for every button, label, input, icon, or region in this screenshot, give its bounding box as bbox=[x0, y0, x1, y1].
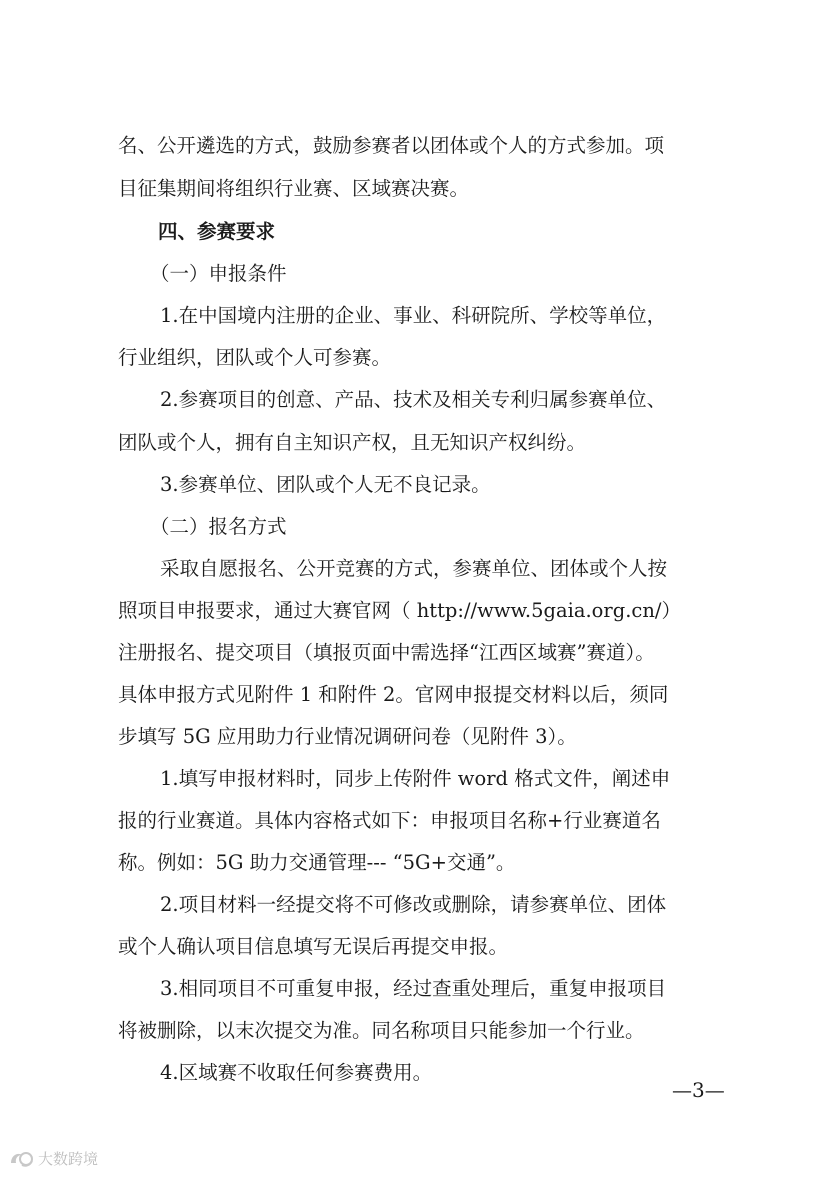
line-text: 称。例如：5G 助力交通管理--- “5G+交通”。 bbox=[118, 851, 516, 874]
line-text: 报的行业赛道。具体内容格式如下：申报项目名称+行业赛道名 bbox=[118, 809, 661, 832]
line-text: 具体申报方式见附件 1 和附件 2。官网申报提交材料以后，须同 bbox=[118, 683, 669, 706]
heading-text: 四、参赛要求 bbox=[158, 220, 276, 243]
line-text: 1.在中国境内注册的企业、事业、科研院所、学校等单位， bbox=[160, 304, 667, 327]
line-text: 照项目申报要求，通过大赛官网（ http://www.5gaia.org.cn/） bbox=[118, 599, 681, 622]
line-text: 采取自愿报名、公开竞赛的方式，参赛单位、团体或个人按 bbox=[160, 557, 668, 580]
line-text: 3.相同项目不可重复申报，经过查重处理后，重复申报项目 bbox=[160, 977, 667, 1000]
line-text: 注册报名、提交项目（填报页面中需选择“江西区域赛”赛道）。 bbox=[118, 641, 655, 664]
line-text: 2.项目材料一经提交将不可修改或删除，请参赛单位、团体 bbox=[160, 893, 667, 916]
brand-logo-icon bbox=[8, 1149, 34, 1169]
line-text: 4.区域赛不收取任何参赛费用。 bbox=[160, 1061, 433, 1084]
line-text: 将被删除，以末次提交为准。同名称项目只能参加一个行业。 bbox=[118, 1019, 645, 1042]
line-text: 3.参赛单位、团队或个人无不良记录。 bbox=[160, 473, 491, 496]
subheading-text: （一）申报条件 bbox=[150, 262, 287, 285]
line-text: 或个人确认项目信息填写无误后再提交申报。 bbox=[118, 935, 509, 958]
line-text: 1.填写申报材料时，同步上传附件 word 格式文件，阐述申 bbox=[160, 767, 671, 790]
line-text: 2.参赛项目的创意、产品、技术及相关专利归属参赛单位、 bbox=[160, 388, 667, 411]
watermark-text: 大数跨境 bbox=[38, 1150, 99, 1168]
line-text: 步填写 5G 应用助力行业情况调研问卷（见附件 3）。 bbox=[118, 725, 577, 748]
line-text: 名、公开遴选的方式，鼓励参赛者以团体或个人的方式参加。项 bbox=[118, 134, 665, 157]
watermark bbox=[8, 1148, 98, 1170]
line-text: 目征集期间将组织行业赛、区域赛决赛。 bbox=[118, 177, 470, 200]
line-text: 团队或个人，拥有自主知识产权，且无知识产权纠纷。 bbox=[118, 431, 587, 454]
subheading-text: （二）报名方式 bbox=[150, 515, 287, 538]
page-number: —3— bbox=[672, 1078, 725, 1102]
line-text: 行业组织，团队或个人可参赛。 bbox=[118, 346, 392, 369]
